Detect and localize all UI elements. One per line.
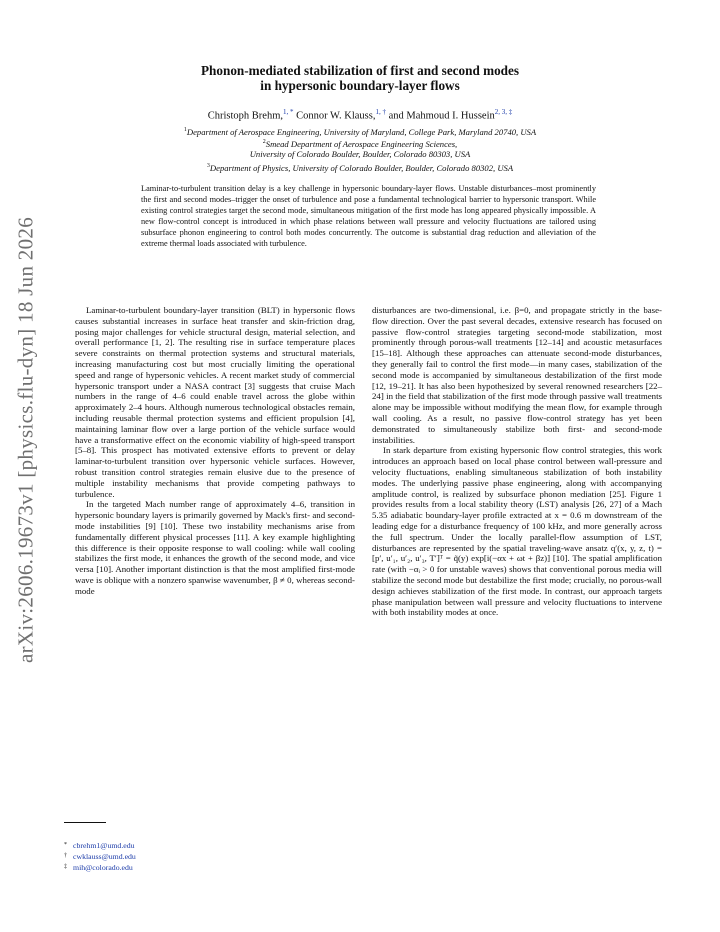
arxiv-sidebar-stamp (4, 170, 48, 710)
author-hussein: and Mahmoud I. Hussein (385, 110, 495, 122)
email-link-brehm[interactable]: cbrehm1@umd.edu (73, 841, 135, 850)
author-klauss-marker[interactable]: 1, † (375, 108, 386, 116)
paper-title-line-1: Phonon-mediated stabilization of first and second modes (201, 63, 519, 78)
abstract: Laminar-to-turbulent transition delay is a key challenge in hypersonic boundary-layer flows. Unstable disturbances–most prominently the first and second modes–trigger the onset of turbulence and pose a fundamental technological barrier to hypersonic transport. While existing control strategies target the second mode, simultaneous mitigation of the first mode has long appeared physically impossible. A new flow-control concept is introduced in which phase relations between wall pressure and velocity fluctuations are tailored using subsurface phonon engineering to control both modes concurrently. The outcome is substantial drag reduction and alleviation of the extreme thermal loads associated with turbulence. (141, 184, 596, 249)
paper-title-line-2: in hypersonic boundary-layer flows (260, 78, 460, 93)
paragraph-intro: Laminar-to-turbulent boundary-layer transition (BLT) in hypersonic flows causes substantial increases in surface heat transfer and skin-friction drag, posing major challenges for vehicle structural design, material selection, and overall performance [1, 2]. The resulting rise in surface temperature places severe constraints on thermal protection systems and structural materials, increasing manufacturing cost but most crucially limiting the operational speed and range of hypersonic vehicles. A recent market study of commercial hypersonic transport under a NASA contract [3] suggests that cruise Mach numbers in the range of 4–6 could enable travel across the globe within approximately 2–4 hours. Although numerous technological obstacles remain, including reusable thermal protection systems and efficient propulsion [4], maintaining laminar flow over a large portion of the vehicle surface would have a transformative effect on the economic viability of high-speed transport [5–8]. This prospect has motivated extensive efforts to prevent or delay laminar-to-turbulent transition over hypersonic vehicle surfaces. However, robust transition control strategies remain elusive due to the presence of multiple instability mechanisms that provide competing pathways to turbulence. (75, 305, 355, 499)
affiliation-3: $^3$Department of Physics, University of Colorado Boulder, Boulder, Colorado 80302, USA (206, 162, 514, 173)
footnote-hussein: ‡ mih@colorado.edu (64, 863, 133, 872)
paragraph-mach-range: In the targeted Mach number range of approximately 4–6, transition in hypersonic boundary layers is primarily governed by Mack's first- and second-mode instabilities [9] [10]. These two instability mechanisms arise from fundamentally different physical processes [11]. A key example highlighting this difference is their opposite response to wall cooling: while wall cooling stabilizes the first mode, it enhances the growth of the second mode, and vice versa [10]. Another important distinction is that the most amplified first-mode wave is oblique with a nonzero spanwise wavenumber, β ≠ 0, whereas second-mode (75, 499, 355, 596)
footnote-klauss: † cwklauss@umd.edu (64, 852, 136, 861)
author-hussein-marker[interactable]: 2, 3, ‡ (494, 108, 513, 116)
footnote-brehm: * cbrehm1@umd.edu (64, 841, 135, 850)
affiliation-1: $^1$Department of Aerospace Engineering, University of Maryland, College Park, Maryland 20740, USA (183, 126, 537, 137)
affiliation-2: $^2$Smead Department of Aerospace Engineering Sciences, (262, 138, 458, 149)
arxiv-identifier: arXiv:2606.19673v1 [physics.flu-dyn] 18 Jun 2026 (13, 216, 38, 664)
paragraph-second-mode: disturbances are two-dimensional, i.e. β=0, and propagate strictly in the base-flow direction. Over the past several decades, extensive research has focused on passive flow-control strategies targeting second-mode stabilization, most prominently through porous-wall treatments [12–14] and acoustic metasurfaces [15–18]. Although these approaches can attenuate second-mode disturbances, they generally fail to control the first mode—in many cases, stabilization of the second mode is accompanied by simultaneous destabilization of the first mode [12, 19–21]. It has also been hypothesized by several renowned researchers [22–24] in the field that stabilization of the first mode through passive wall treatments alone may be impossible without modifying the mean flow, for example through wall cooling. As a result, no passive flow-control strategy has yet been demonstrated to simultaneously stabilize both first- and second-mode instabilities. (372, 305, 662, 445)
body-column-right (372, 305, 662, 618)
footnotes (64, 840, 136, 873)
body-column-left (75, 305, 355, 597)
email-link-hussein[interactable]: mih@colorado.edu (73, 863, 133, 872)
paragraph-phase-control: In stark departure from existing hypersonic flow control strategies, this work introduces an approach based on local phase control between wall-pressure and velocity fluctuations, enabling simultaneous stabilization of both instability modes. The underlying passive phase engineering, along with accompanying amplitude control, is realized by subsurface phonon mediation [25]. Figure 1 provides results from a local stability theory (LST) analysis [26, 27] of a Mach 5.35 adiabatic boundary-layer profile extracted at x = 0.6 m downstream of the leading edge for a disturbance frequency of 100 kHz, and more generally across the full spectrum. Under the locally parallel-flow assumption of LST, disturbances are represented by the spatial traveling-wave ansatz q′(x, y, z, t) = [p′, u′₁, u′₂, u′₃, T′]ᵀ = q̃(y) exp[i(−αx + ωt + βz)] [10]. The spatial amplification rate (with −αᵢ > 0 for unstable waves) shows that conventional porous media will stabilize the second mode but destabilize the first mode; crucially, no porous-wall design achieves stabilization of the first mode. In contrast, our approach targets phase manipulation between wall pressure and velocity fluctuations to intervene with both instability modes at once. (372, 445, 662, 618)
author-klauss: Connor W. Klauss, (293, 110, 376, 122)
author-brehm: Christoph Brehm, (207, 110, 283, 122)
email-link-klauss[interactable]: cwklauss@umd.edu (73, 852, 136, 861)
author-list (0, 108, 720, 122)
affiliation-2-cont: University of Colorado Boulder, Boulder, Colorado 80303, USA (249, 149, 471, 159)
author-brehm-marker[interactable]: 1, * (283, 108, 294, 116)
footnote-divider (64, 822, 106, 823)
